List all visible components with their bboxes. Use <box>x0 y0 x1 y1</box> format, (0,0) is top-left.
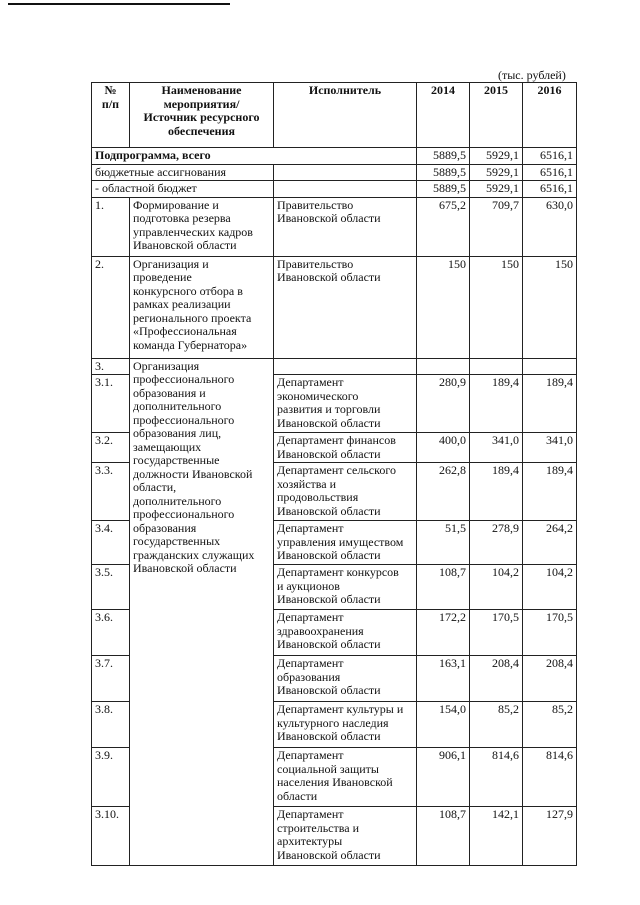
header-2014: 2014 <box>417 83 470 148</box>
row-2016: 189,4 <box>523 463 577 521</box>
row-executor: Департамент сельского хозяйства и продовольствия Ивановской области <box>274 463 417 521</box>
row-executor: Департамент культуры и культурного наследия Ивановской области <box>274 702 417 748</box>
row-2015: 104,2 <box>470 565 523 610</box>
row-2016: 208,4 <box>523 656 577 702</box>
row-executor: Департамент социальной защиты населения Ивановской области <box>274 748 417 807</box>
group-header-row <box>92 358 577 375</box>
row-2016: 630,0 <box>523 197 577 256</box>
row-2015: 189,4 <box>470 375 523 433</box>
row-executor: Департамент конкурсов и аукционов Ивановской области <box>274 565 417 610</box>
row-num: 2. <box>92 256 130 358</box>
unit-label: (тыс. рублей) <box>498 68 566 82</box>
summary-2016: 6516,1 <box>523 181 577 198</box>
row-2015: 814,6 <box>470 748 523 807</box>
row-executor: Департамент образования Ивановской области <box>274 656 417 702</box>
summary-2015: 5929,1 <box>470 164 523 181</box>
row-2014: 51,5 <box>417 521 470 565</box>
summary-label: Подпрограмма, всего <box>92 148 417 165</box>
row-2015: 150 <box>470 256 523 358</box>
row-2016: 170,5 <box>523 610 577 656</box>
row-2015: 278,9 <box>470 521 523 565</box>
row-num: 3.5. <box>92 565 130 610</box>
summary-label: - областной бюджет <box>92 181 274 198</box>
row-2016: 150 <box>523 256 577 358</box>
row-2014: 150 <box>417 256 470 358</box>
row-executor-empty <box>274 358 417 375</box>
summary-empty <box>274 181 417 198</box>
header-2015: 2015 <box>470 83 523 148</box>
summary-empty <box>274 164 417 181</box>
row-2015: 341,0 <box>470 433 523 463</box>
header-num: № п/п <box>92 83 130 148</box>
row-2016-empty <box>523 358 577 375</box>
row-2015-empty <box>470 358 523 375</box>
summary-2014: 5889,5 <box>417 164 470 181</box>
row-2016: 814,6 <box>523 748 577 807</box>
row-2014: 172,2 <box>417 610 470 656</box>
row-2016: 189,4 <box>523 375 577 433</box>
row-executor: Департамент здравоохранения Ивановской области <box>274 610 417 656</box>
header-2016: 2016 <box>523 83 577 148</box>
row-num: 3.10. <box>92 807 130 866</box>
row-name: Формирование и подготовка резерва управленческих кадров Ивановской области <box>130 197 274 256</box>
row-executor: Департамент финансов Ивановской области <box>274 433 417 463</box>
row-num: 3.1. <box>92 375 130 433</box>
row-name: Организация и проведение конкурсного отбора в рамках реализации регионального проекта «Профессиональная команда Губернатора» <box>130 256 274 358</box>
summary-2015: 5929,1 <box>470 181 523 198</box>
row-num: 3.6. <box>92 610 130 656</box>
row-2016: 341,0 <box>523 433 577 463</box>
row-2016: 85,2 <box>523 702 577 748</box>
row-num: 3.4. <box>92 521 130 565</box>
budget-table <box>91 82 577 866</box>
row-2015: 142,1 <box>470 807 523 866</box>
summary-label: бюджетные ассигнования <box>92 164 274 181</box>
row-num: 3.2. <box>92 433 130 463</box>
row-num: 3. <box>92 358 130 375</box>
row-executor: Департамент экономического развития и торговли Ивановской области <box>274 375 417 433</box>
row-2015: 709,7 <box>470 197 523 256</box>
summary-row <box>92 181 577 198</box>
row-num: 3.3. <box>92 463 130 521</box>
row-2015: 208,4 <box>470 656 523 702</box>
row-2016: 104,2 <box>523 565 577 610</box>
row-2016: 264,2 <box>523 521 577 565</box>
summary-row <box>92 148 577 165</box>
table-row <box>92 256 577 358</box>
header-row <box>92 83 577 148</box>
group-name: Организация профессионального образования и дополнительного профессионального образования лиц, замещающих государственные должности Ивановской области, дополнительного профессионального образования государственных гражданских служащих Ивановской области <box>130 358 274 866</box>
row-num: 1. <box>92 197 130 256</box>
summary-2014: 5889,5 <box>417 148 470 165</box>
row-2015: 85,2 <box>470 702 523 748</box>
header-executor: Исполнитель <box>274 83 417 148</box>
summary-2015: 5929,1 <box>470 148 523 165</box>
row-executor: Правительство Ивановской области <box>274 256 417 358</box>
row-2014: 675,2 <box>417 197 470 256</box>
summary-row <box>92 164 577 181</box>
summary-2016: 6516,1 <box>523 164 577 181</box>
row-2014: 906,1 <box>417 748 470 807</box>
row-2014-empty <box>417 358 470 375</box>
table-row <box>92 197 577 256</box>
row-2014: 163,1 <box>417 656 470 702</box>
row-executor: Правительство Ивановской области <box>274 197 417 256</box>
row-num: 3.8. <box>92 702 130 748</box>
header-name: Наименование мероприятия/ Источник ресурсного обеспечения <box>130 83 274 148</box>
summary-2014: 5889,5 <box>417 181 470 198</box>
row-2015: 170,5 <box>470 610 523 656</box>
top-rule <box>8 3 230 5</box>
row-2014: 262,8 <box>417 463 470 521</box>
row-2014: 108,7 <box>417 565 470 610</box>
row-2016: 127,9 <box>523 807 577 866</box>
row-2014: 280,9 <box>417 375 470 433</box>
row-num: 3.9. <box>92 748 130 807</box>
row-2014: 400,0 <box>417 433 470 463</box>
row-executor: Департамент строительства и архитектуры Ивановской области <box>274 807 417 866</box>
row-num: 3.7. <box>92 656 130 702</box>
row-2014: 154,0 <box>417 702 470 748</box>
row-executor: Департамент управления имуществом Ивановской области <box>274 521 417 565</box>
row-2015: 189,4 <box>470 463 523 521</box>
summary-2016: 6516,1 <box>523 148 577 165</box>
row-2014: 108,7 <box>417 807 470 866</box>
